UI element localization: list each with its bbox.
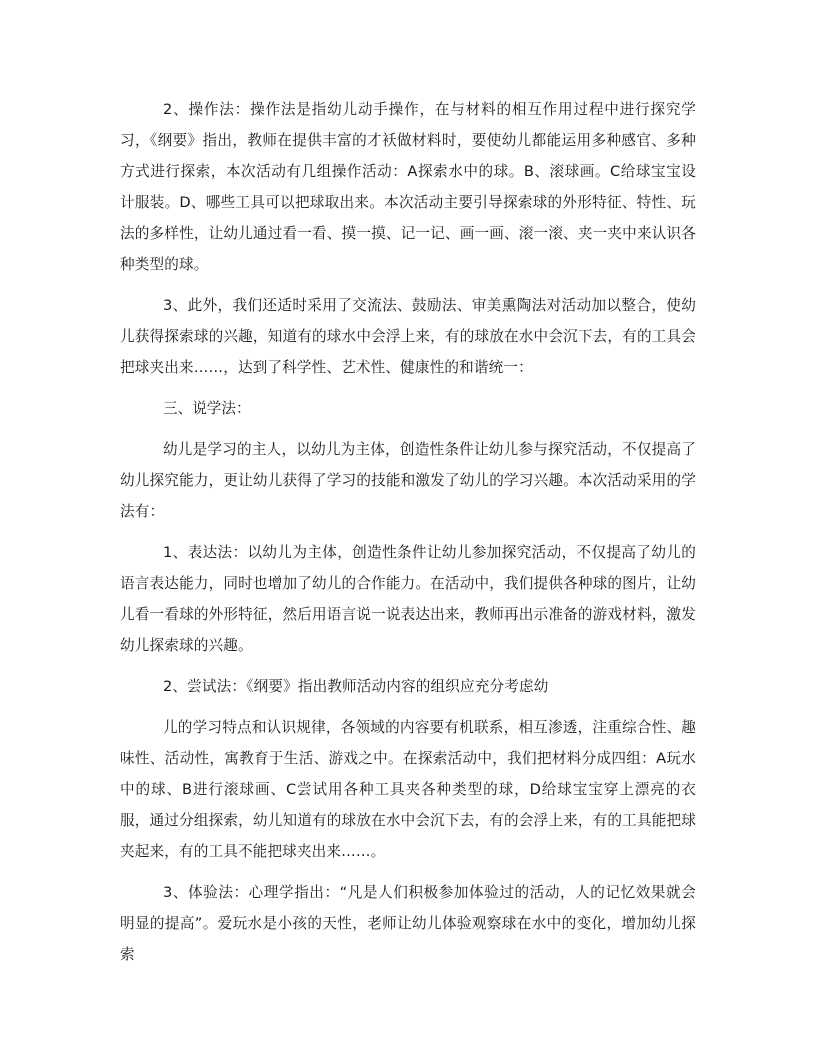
- paragraph-learning-intro: 幼儿是学习的主人，以幼儿为主体，创造性条件让幼儿参与探究活动，不仅提高了幼儿探究能力，更让幼儿获得了学习的技能和激发了幼儿的学习兴趣。本次活动采用的学法有：: [120, 441, 696, 520]
- paragraph-trial-method: 2、尝试法：《纲要》指出教师活动内容的组织应充分考虑幼: [163, 678, 549, 695]
- document-body: [120, 94, 696, 980]
- paragraph-other-methods: 3、此外，我们还适时采用了交流法、鼓励法、审美熏陶法对活动加以整合，使幼儿获得探索球的兴趣，知道有的球水中会浮上来，有的球放在水中会沉下去，有的工具会把球夹出来……，达到了科学性、艺术性、健康性的和谐统一：: [120, 297, 696, 376]
- paragraph-expression-method: 1、表达法：以幼儿为主体，创造性条件让幼儿参加探究活动，不仅提高了幼儿的语言表达能力，同时也增加了幼儿的合作能力。在活动中，我们提供各种球的图片，让幼儿看一看球的外形特征，然后用语言说一说表达出来，教师再出示准备的游戏材料，激发幼儿探索球的兴趣。: [120, 544, 696, 654]
- section-heading-learning-methods: 三、说学法：: [163, 400, 251, 417]
- paragraph-trial-method-continued: 儿的学习特点和认识规律，各领域的内容要有机联系，相互渗透，注重综合性、趣味性、活动性，寓教育于生活、游戏之中。在探索活动中，我们把材料分成四组：A玩水中的球、B进行滚球画、C尝试用各种工具夹各种类型的球，D给球宝宝穿上漂亮的衣服，通过分组探索，幼儿知道有的球放在水中会沉下去，有的会浮上来，有的工具能把球夹起来，有的工具不能把球夹出来……。: [120, 719, 696, 860]
- paragraph-operation-method: 2、操作法：操作法是指幼儿动手操作，在与材料的相互作用过程中进行探究学习，《纲要》指出，教师在提供丰富的才袄做材料时，要使幼儿都能运用多种感官、多种方式进行探索，本次活动有几组操作活动：A探索水中的球。B、滚球画。C给球宝宝设计服装。D、哪些工具可以把球取出来。本次活动主要引导探索球的外形特征、特性、玩法的多样性，让幼儿通过看一看、摸一摸、记一记、画一画、滚一滚、夹一夹中来认识各种类型的球。: [120, 101, 696, 273]
- paragraph-experience-method: 3、体验法：心理学指出：“凡是人们积极参加体验过的活动，人的记忆效果就会明显的提高”。爱玩水是小孩的天性，老师让幼儿体验观察球在水中的变化，增加幼儿探索: [120, 884, 696, 963]
